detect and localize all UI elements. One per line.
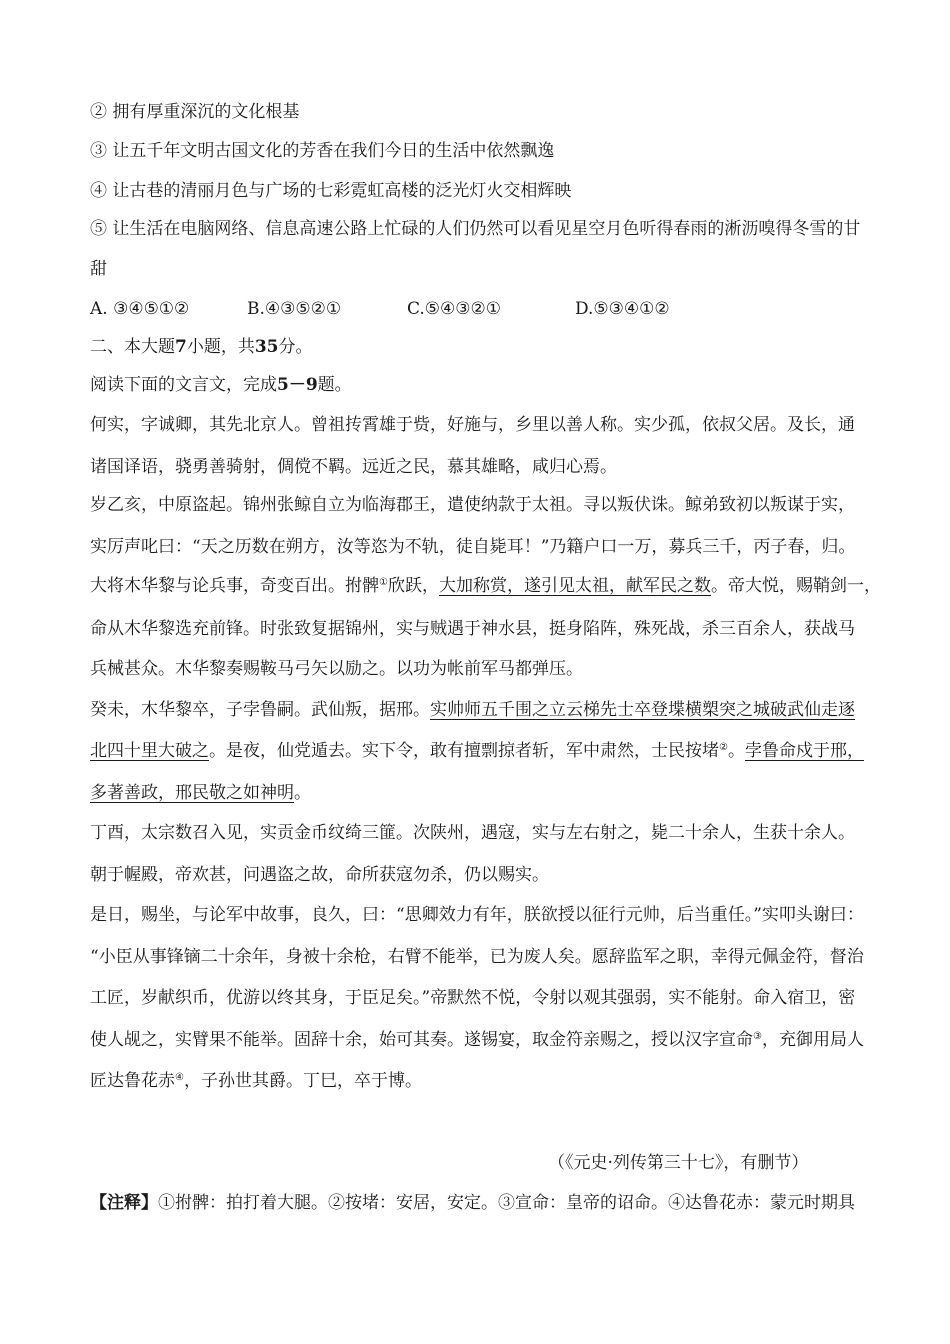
option-item-2: ② 拥有厚重深沉的文化根基 <box>90 102 300 122</box>
choice-b: B.④③⑤②① <box>247 299 342 319</box>
passage-line: 朝于幄殿，帝欢甚，问遇盗之故，命所获寇勿杀，仍以赐实。 <box>90 865 549 885</box>
choice-c: C.⑤④③②① <box>407 299 502 319</box>
passage-line: 匠达鲁花赤④，子孙世其爵。丁巳，卒于博。 <box>90 1071 422 1091</box>
source-citation: （《元史·列传第三十七》，有删节） <box>548 1153 809 1173</box>
choice-a: A. ③④⑤①② <box>90 299 190 319</box>
underlined-sentence: 多著善政，邢民敬之如神明 <box>90 783 294 803</box>
choice-d: D.⑤③④①② <box>575 299 670 319</box>
footnote-marker: ① <box>379 577 388 588</box>
footnote-marker: ② <box>719 742 728 753</box>
footnote-marker: ③ <box>753 1031 762 1042</box>
passage-line: 工匠，岁献织币，优游以终其身，于臣足矣。”帝默然不悦，令射以观其强弱，实不能射。命入宿卫，密 <box>90 988 856 1008</box>
passage-line: 使人觇之，实臂果不能举。固辞十余，始可其奏。遂锡宴，取金符亲赐之，授以汉字宣命③，充御用局人 <box>90 1030 864 1050</box>
underlined-sentence: 北四十里大破之 <box>90 741 209 761</box>
passage-line: 实厉声叱曰：“天之历数在朔方，汝等恣为不轨，徒自毙耳！”乃籍户口一万，募兵三千，丙子春，归。 <box>90 537 856 557</box>
passage-line: 癸未，木华黎卒，子孛鲁嗣。武仙叛，据邢。实帅师五千围之立云梯先士卒登堞横槊突之城破武仙走逐 <box>90 700 855 720</box>
passage-line: 命从木华黎选充前锋。时张致复据锦州，实与贼遇于神水县，挺身陷阵，殊死战，杀三百余人，获战马 <box>90 619 855 639</box>
answer-choices <box>90 298 670 320</box>
passage-line: 何实，字诚卿，其先北京人。曾祖抟霄雄于赀，好施与，乡里以善人称。实少孤，依叔父居。及长，通 <box>90 415 855 435</box>
passage-line: 兵械甚众。木华黎奏赐鞍马弓矢以励之。以功为帐前军马都弹压。 <box>90 659 583 679</box>
passage-line: “小臣从事锋镝二十余年，身被十余枪，右臂不能举，已为废人矣。愿辞监军之职，幸得元佩金符，督治 <box>90 947 864 967</box>
option-item-4: ④ 让古巷的清丽月色与广场的七彩霓虹高楼的泛光灯火交相辉映 <box>90 181 572 201</box>
underlined-sentence: 实帅师五千围之立云梯先士卒登堞横槊突之城破武仙走逐 <box>430 700 855 720</box>
option-item-5: ⑤ 让生活在电脑网络、信息高速公路上忙碌的人们仍然可以看见星空月色听得春雨的淅沥嗅得冬雪的甘 <box>90 219 861 239</box>
option-item-5-cont: 甜 <box>90 259 107 279</box>
passage-line: 是日，赐坐，与论军中故事，良久，曰：“思卿效力有年，朕欲授以征行元帅，后当重任。”实叩头谢曰： <box>90 905 864 925</box>
section-instruction: 阅读下面的文言文，完成5－9题。 <box>90 375 352 395</box>
passage-line: 大将木华黎与论兵事，奇变百出。拊髀①欣跃，大加称赏，遂引见太祖，献军民之数。帝大悦，赐鞘剑一， <box>90 576 881 596</box>
option-item-3: ③ 让五千年文明古国文化的芳香在我们今日的生活中依然飘逸 <box>90 141 555 161</box>
underlined-sentence: 大加称赏，遂引见太祖，献军民之数 <box>438 576 711 596</box>
annotation-label: 【注释】 <box>90 1193 158 1213</box>
section-heading: 二、本大题7小题，共35分。 <box>90 337 313 357</box>
annotation-line: 【注释】①拊髀：拍打着大腿。②按堵：安居，安定。③宣命：皇帝的诏命。④达鲁花赤：蒙元时期具 <box>90 1193 855 1213</box>
passage-line: 岁乙亥，中原盗起。锦州张鲸自立为临海郡王，遣使纳款于太祖。寻以叛伏诛。鲸弟致初以叛谋于实， <box>90 495 855 515</box>
passage-line: 丁酉，太宗数召入见，实贡金币纹绮三篚。次陕州，遇寇，实与左右射之，毙二十余人，生获十余人。 <box>90 823 855 843</box>
underlined-sentence: 孛鲁命戍于邢， <box>744 741 864 761</box>
passage-line: 诸国译语，骁勇善骑射，倜傥不羁。远近之民，慕其雄略，咸归心焉。 <box>90 457 617 477</box>
passage-line: 北四十里大破之。是夜，仙党遁去。实下令，敢有擅剽掠者斩，军中肃然，士民按堵②。孛鲁命戍于邢， <box>90 741 864 761</box>
footnote-marker: ④ <box>175 1072 184 1083</box>
passage-line: 多著善政，邢民敬之如神明。 <box>90 783 311 803</box>
